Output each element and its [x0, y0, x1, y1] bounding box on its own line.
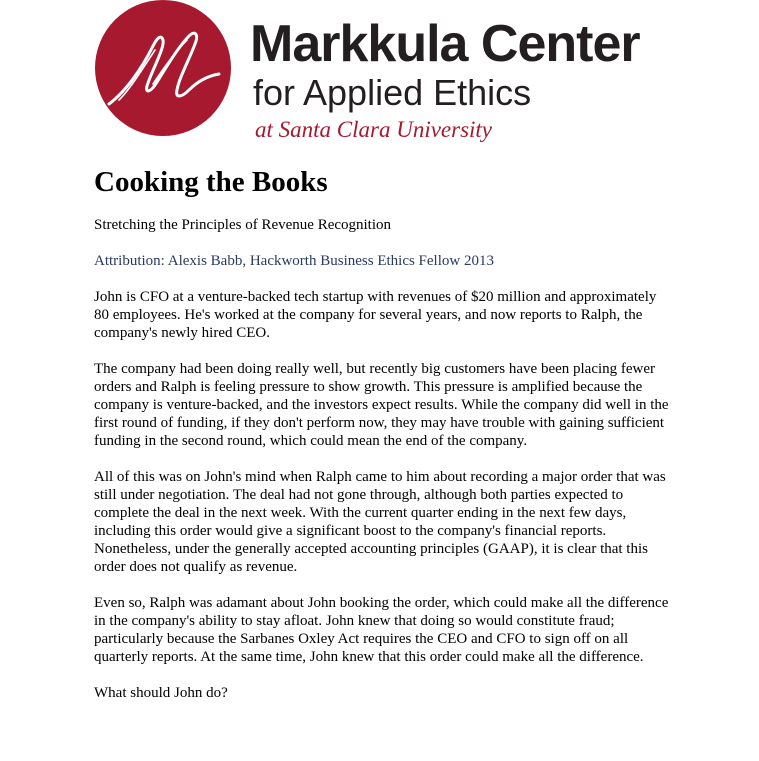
paragraph-4: Even so, Ralph was adamant about John booking the order, which could make all the difference in the company's ability to stay afloat. John knew that doing so would constitute fraud; particularly because the Sarbanes Oxley Act requires the CEO and CFO to sign off on all quarterly reports. At the same time, John knew that this order could make all the difference. — [94, 595, 669, 665]
page-title: Cooking the Books — [94, 166, 328, 198]
paragraph-3: All of this was on John's mind when Ralph came to him about recording a major order that was still under negotiation. The deal had not gone through, although both parties expected to complete the deal in the next week. With the current quarter ending in the next few days, including this order would give a significant boost to the company's financial reports. Nonetheless, under the generally accepted accounting principles (GAAP), it is clear that this order does not qualify as revenue. — [94, 469, 666, 575]
markkula-logo-icon[interactable] — [95, 0, 231, 136]
article-subtitle: Stretching the Principles of Revenue Recognition — [94, 217, 392, 233]
paragraph-2: The company had been doing really well, but recently big customers have been placing fewer orders and Ralph is feeling pressure to show growth. This pressure is amplified because the company is venture-backed, and the investors expect results. While the company did well in the first round of funding, if they don't perform now, they may have trouble with gaining sufficient funding in the second round, which could mean the end of the company. — [94, 361, 669, 449]
org-subtitle: for Applied Ethics — [253, 72, 532, 113]
logo-circle — [95, 0, 231, 136]
article — [94, 162, 674, 702]
university-name: at Santa Clara University — [255, 117, 493, 142]
question: What should John do? — [94, 685, 228, 701]
paragraph-1: John is CFO at a venture-backed tech startup with revenues of $20 million and approximately 80 employees. He's worked at the company for several years, and now reports to Ralph, the company's newly hired CEO. — [94, 289, 657, 341]
site-header — [95, 0, 695, 150]
attribution: Attribution: Alexis Babb, Hackworth Business Ethics Fellow 2013 — [94, 253, 494, 269]
org-name: Markkula Center — [250, 15, 640, 73]
